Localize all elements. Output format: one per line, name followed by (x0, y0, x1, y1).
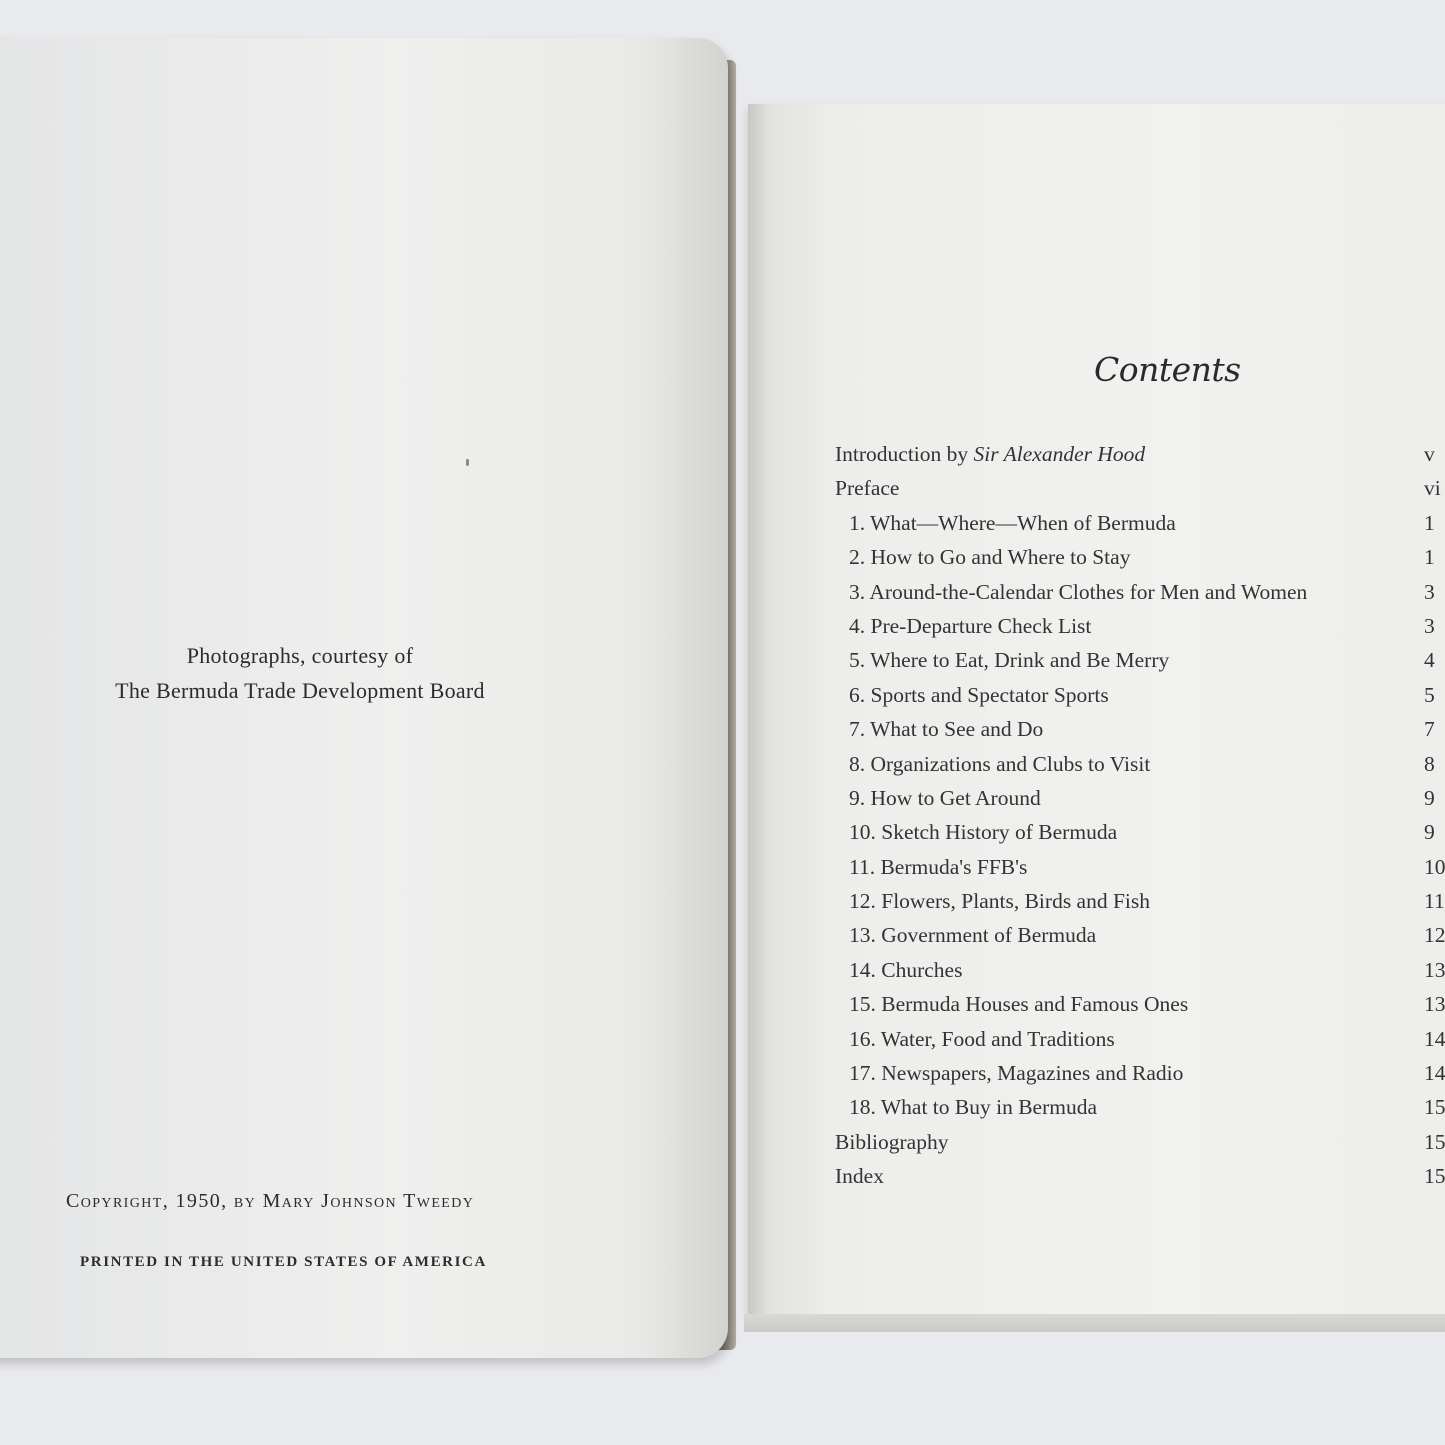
toc-entry-label: Bibliography (835, 1129, 949, 1154)
toc-entry (835, 471, 1445, 505)
toc-entry (835, 781, 1445, 815)
toc-entry (835, 1159, 1445, 1193)
toc-page-number: 12 (1424, 923, 1445, 948)
toc-page-number: 10 (1424, 854, 1445, 879)
toc-page-number: 11 (1424, 889, 1445, 914)
toc-entry-number: 11. (849, 854, 876, 879)
toc-entry-number: 9. (849, 785, 866, 810)
toc-entry-number: 17. (849, 1061, 876, 1086)
toc-entry (835, 987, 1445, 1021)
toc-entry (835, 884, 1445, 918)
toc-entry-number: 12. (849, 889, 876, 914)
toc-entry (835, 1125, 1445, 1159)
toc-page-number: 15 (1424, 1129, 1445, 1154)
toc-entry-number: 18. (849, 1095, 876, 1120)
toc-entry (835, 953, 1445, 987)
toc-page-number: 3 (1424, 579, 1435, 604)
toc-entry (835, 643, 1445, 677)
toc-entry-label: Preface (835, 476, 900, 501)
toc-entry-label: Government of Bermuda (881, 923, 1097, 948)
toc-entry (835, 712, 1445, 746)
toc-page-number: v (1424, 442, 1435, 466)
toc-entry-label: Sketch History of Bermuda (881, 820, 1118, 845)
toc-entry (835, 540, 1445, 574)
toc-entry (835, 815, 1445, 849)
toc-entry-label: How to Get Around (870, 785, 1041, 810)
toc-entry (835, 850, 1445, 884)
paper-speck (466, 459, 469, 466)
toc-page-number: 15 (1424, 1164, 1445, 1189)
toc-entry-label: Water, Food and Traditions (880, 1026, 1115, 1051)
left-page (0, 38, 728, 1358)
toc-page-number: 4 (1424, 648, 1435, 673)
credit-line-2: The Bermuda Trade Development Board (115, 678, 485, 703)
toc-page-number: 15 (1424, 1095, 1445, 1120)
toc-entry (835, 747, 1445, 781)
toc-entry-label: Bermuda Houses and Famous Ones (881, 992, 1189, 1017)
toc-entry-number: 3. (849, 579, 866, 604)
toc-entry-label: Flowers, Plants, Birds and Fish (881, 889, 1151, 914)
toc-page-number: 5 (1424, 682, 1435, 707)
toc-entry-label: What—Where—When of Bermuda (870, 510, 1176, 535)
toc-entry-number: 1. (849, 510, 866, 535)
toc-page-number: 14 (1424, 1061, 1445, 1086)
toc-entry (835, 609, 1445, 643)
toc-entry-number: 8. (849, 751, 866, 776)
table-of-contents (835, 437, 1445, 1194)
toc-page-number: vi (1424, 476, 1441, 501)
contents-title: Contents (1094, 350, 1241, 389)
toc-entry-label: Sports and Spectator Sports (870, 682, 1109, 707)
toc-entry-number: 2. (849, 545, 866, 570)
toc-intro-prefix: Introduction by (835, 442, 974, 466)
toc-entry-label: How to Go and Where to Stay (870, 545, 1131, 570)
toc-entry (835, 575, 1445, 609)
toc-entry-number: 14. (849, 957, 876, 982)
toc-entry-label: What to Buy in Bermuda (880, 1095, 1098, 1120)
toc-entry-introduction (835, 437, 1445, 471)
toc-entry-label: What to See and Do (870, 717, 1044, 742)
toc-page-number: 13 (1424, 957, 1445, 982)
toc-page-number: 1 (1424, 545, 1435, 570)
toc-entry-number: 6. (849, 682, 866, 707)
toc-entry-number: 15. (849, 992, 876, 1017)
toc-entry-number: 4. (849, 613, 866, 638)
toc-entry-number: 13. (849, 923, 876, 948)
toc-entry-label: Around-the-Calendar Clothes for Men and Women (869, 579, 1308, 604)
toc-page-number: 7 (1424, 717, 1435, 742)
toc-entry-label: Newspapers, Magazines and Radio (881, 1061, 1184, 1086)
photo-credit (0, 638, 610, 708)
toc-page-number: 1 (1424, 510, 1435, 535)
toc-entry (835, 1090, 1445, 1124)
toc-entry-number: 5. (849, 648, 866, 673)
toc-entry (835, 918, 1445, 952)
toc-page-number: 14 (1424, 1026, 1445, 1051)
toc-page-number: 3 (1424, 613, 1435, 638)
toc-intro-author: Sir Alexander Hood (973, 442, 1146, 466)
credit-line-1: Photographs, courtesy of (186, 643, 414, 668)
toc-entry-label: Where to Eat, Drink and Be Merry (870, 648, 1170, 673)
toc-page-number: 9 (1424, 820, 1435, 845)
toc-entry-label: Churches (881, 957, 963, 982)
printed-notice: PRINTED IN THE UNITED STATES OF AMERICA (80, 1254, 487, 1270)
toc-entry (835, 506, 1445, 540)
copyright-notice: Copyright, 1950, by Mary Johnson Tweedy (66, 1190, 475, 1212)
toc-entry-label: Organizations and Clubs to Visit (870, 751, 1151, 776)
toc-entry-label: Bermuda's FFB's (880, 854, 1028, 879)
toc-page-number: 9 (1424, 785, 1435, 810)
toc-entry (835, 1022, 1445, 1056)
toc-entry (835, 678, 1445, 712)
toc-entry-label: Index (835, 1164, 884, 1189)
toc-entry (835, 1056, 1445, 1090)
toc-entry-number: 16. (849, 1026, 876, 1051)
toc-page-number: 8 (1424, 751, 1435, 776)
toc-page-number: 13 (1424, 992, 1445, 1017)
toc-entry-number: 7. (849, 717, 866, 742)
toc-entry-number: 10. (849, 820, 876, 845)
toc-entry-label: Pre-Departure Check List (870, 613, 1092, 638)
